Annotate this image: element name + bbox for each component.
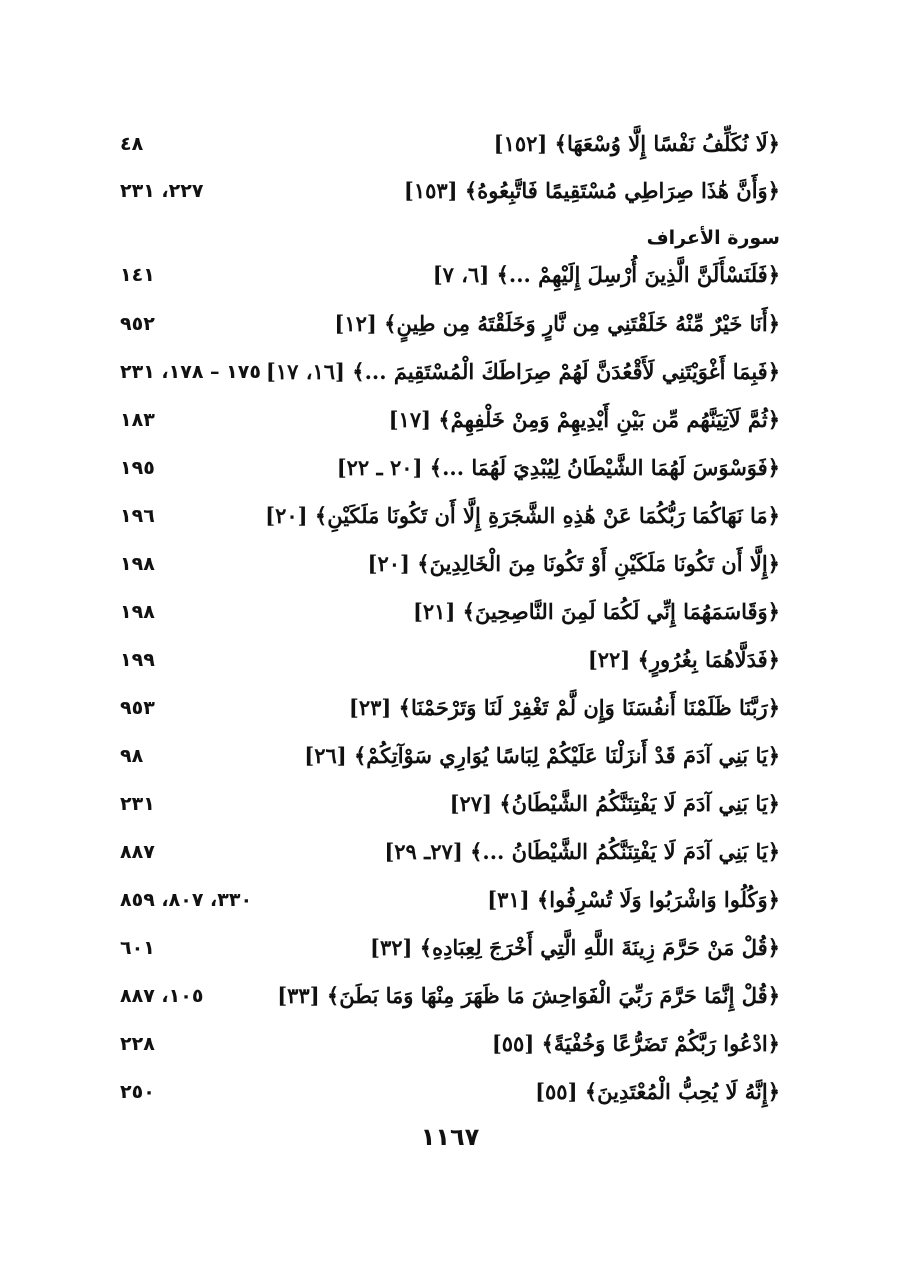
page-references: ٩٥٢ xyxy=(120,313,155,335)
verse-text: ﴿يَا بَنِي آدَمَ قَدْ أَنزَلْنَا عَلَيْكُمْ لِبَاسًا يُوَارِي سَوْآتِكُمْ﴾ [٢٦] xyxy=(304,743,780,768)
page-references: ١٩٥ xyxy=(120,457,155,479)
verse-text: ﴿فَدَلَّاهُمَا بِغُرُورٍ﴾ [٢٢] xyxy=(587,647,780,672)
index-entry xyxy=(120,592,780,632)
verse-text: ﴿إِنَّهُ لَا يُحِبُّ الْمُعْتَدِينَ﴾ [٥٥] xyxy=(535,1079,780,1104)
index-entry xyxy=(120,736,780,776)
index-entry xyxy=(120,1072,780,1112)
index-entry xyxy=(120,976,780,1016)
page-references: ١٩٨ xyxy=(120,601,155,623)
page-references: ٩٥٣ xyxy=(120,697,155,719)
page-references: ١٩٦ xyxy=(120,505,155,527)
index-entry xyxy=(120,688,780,728)
index-entry xyxy=(120,880,780,920)
verse-text: ﴿إِلَّا أَن تَكُونَا مَلَكَيْنِ أَوْ تَكُونَا مِنَ الْخَالِدِينَ﴾ [٢٠] xyxy=(367,551,780,576)
verse-text: ﴿وَكُلُوا وَاشْرَبُوا وَلَا تُسْرِفُوا﴾ [٣١] xyxy=(487,887,780,912)
page-references: ٣٣٠، ٨٠٧، ٨٥٩ xyxy=(120,889,253,911)
verse-text: ﴿يَا بَنِي آدَمَ لَا يَفْتِنَنَّكُمُ الشَّيْطَانُ ...﴾ [٢٧ـ ٢٩] xyxy=(384,839,780,864)
verse-text: ﴿قُلْ إِنَّمَا حَرَّمَ رَبِّيَ الْفَوَاحِشَ مَا ظَهَرَ مِنْهَا وَمَا بَطَنَ﴾ [٣٣] xyxy=(277,983,780,1008)
index-entry xyxy=(120,832,780,872)
page-references: ٤٨ xyxy=(120,133,144,155)
page-references: ٩٨ xyxy=(120,745,144,767)
index-entry xyxy=(120,352,780,392)
verse-text: ﴿يَا بَنِي آدَمَ لَا يَفْتِنَنَّكُمُ الشَّيْطَانُ﴾ [٢٧] xyxy=(449,791,780,816)
page-references: ٦٠١ xyxy=(120,937,155,959)
verse-text: ﴿قُلْ مَنْ حَرَّمَ زِينَةَ اللَّهِ الَّتِي أَخْرَجَ لِعِبَادِهِ﴾ [٣٢] xyxy=(370,935,780,960)
verse-text: ﴿رَبَّنَا ظَلَمْنَا أَنفُسَنَا وَإِن لَّمْ تَغْفِرْ لَنَا وَتَرْحَمْنَا﴾ [٢٣] xyxy=(348,695,780,720)
verse-text: ﴿أَنَا خَيْرٌ مِّنْهُ خَلَقْتَنِي مِن نَّارٍ وَخَلَقْتَهُ مِن طِينٍ﴾ [١٢] xyxy=(334,311,780,336)
page-references: ١٩٨ xyxy=(120,553,155,575)
verse-text: ﴿فَلَنَسْأَلَنَّ الَّذِينَ أُرْسِلَ إِلَيْهِمْ ...﴾ [٦، ٧] xyxy=(432,262,780,287)
page-references: ١٩٩ xyxy=(120,649,155,671)
verse-text: ﴿ادْعُوا رَبَّكُمْ تَضَرُّعًا وَخُفْيَةً﴾ [٥٥] xyxy=(491,1031,780,1056)
index-entry xyxy=(120,448,780,488)
index-entry xyxy=(120,400,780,440)
verse-text: ﴿لَا نُكَلِّفُ نَفْسًا إِلَّا وُسْعَهَا﴾ [١٥٢] xyxy=(493,131,780,156)
page-references: ١٧٥ – ١٧٨، ٢٣١ xyxy=(120,361,261,383)
page-references: ٢٢٨ xyxy=(120,1033,155,1055)
page-references: ١٤١ xyxy=(120,264,155,286)
index-entry xyxy=(120,928,780,968)
index-entry xyxy=(120,124,780,164)
index-entry xyxy=(120,255,780,295)
page-references: ١٨٣ xyxy=(120,409,155,431)
verse-text: ﴿فَبِمَا أَغْوَيْتَنِي لَأَقْعُدَنَّ لَهُمْ صِرَاطَكَ الْمُسْتَقِيمَ ...﴾ [١٦، ١٧] xyxy=(265,359,780,384)
page-references: ٢٢٧، ٢٣١ xyxy=(120,180,204,202)
index-entry xyxy=(120,496,780,536)
page-references: ١٠٥، ٨٨٧ xyxy=(120,985,204,1007)
verse-text: ﴿ثُمَّ لَآتِيَنَّهُم مِّن بَيْنِ أَيْدِيهِمْ وَمِنْ خَلْفِهِمْ﴾ [١٧] xyxy=(388,407,780,432)
index-entry xyxy=(120,544,780,584)
page-number: ١١٦٧ xyxy=(420,1123,480,1151)
verse-text: ﴿وَقَاسَمَهُمَا إِنِّي لَكُمَا لَمِنَ النَّاصِحِينَ﴾ [٢١] xyxy=(412,599,780,624)
index-entry xyxy=(120,171,780,211)
index-entry xyxy=(120,784,780,824)
index-entry xyxy=(120,1024,780,1064)
page-references: ٢٥٠ xyxy=(120,1081,155,1103)
verse-text: ﴿مَا نَهَاكُمَا رَبُّكُمَا عَنْ هَٰذِهِ الشَّجَرَةِ إِلَّا أَن تَكُونَا مَلَكَيْنِ﴾ [٢٠] xyxy=(265,503,780,528)
verse-text: ﴿فَوَسْوَسَ لَهُمَا الشَّيْطَانُ لِيُبْدِيَ لَهُمَا ...﴾ [٢٠ ـ ٢٢] xyxy=(336,455,780,480)
index-entry xyxy=(120,304,780,344)
page-references: ٨٨٧ xyxy=(120,841,155,863)
surah-heading: سورة الأعراف xyxy=(646,227,780,249)
index-entry xyxy=(120,640,780,680)
verse-text: ﴿وَأَنَّ هَٰذَا صِرَاطِي مُسْتَقِيمًا فَاتَّبِعُوهُ﴾ [١٥٣] xyxy=(403,178,780,203)
page-references: ٢٣١ xyxy=(120,793,155,815)
